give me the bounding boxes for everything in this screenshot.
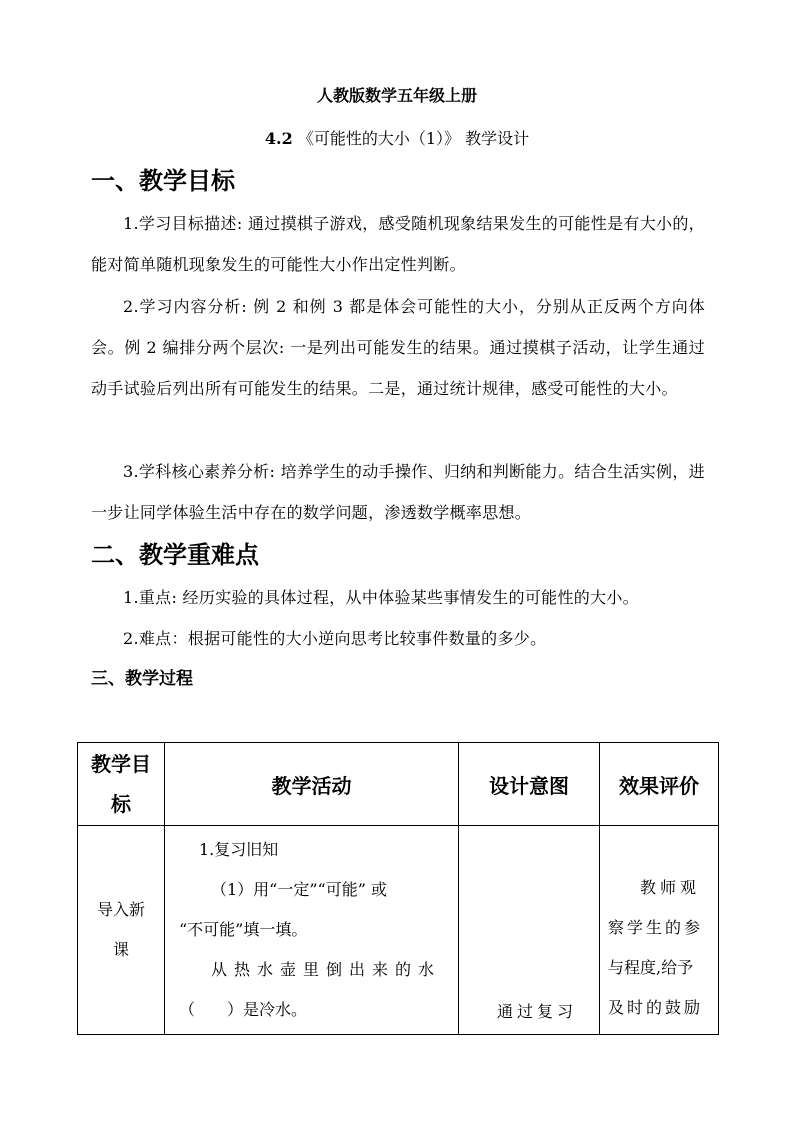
- lesson-title-text: 《可能性的大小（1）》 教学设计: [297, 129, 530, 148]
- row-activity: [165, 826, 459, 1035]
- table-row: [78, 826, 719, 1035]
- key-point-paragraph: 1.重点: 经历实验的具体过程，从中体验某些事情发生的可能性的大小。: [123, 588, 639, 607]
- row-goal: [78, 826, 165, 1035]
- header-goal-line2: 标: [111, 792, 131, 816]
- row-goal-line2: 课: [112, 940, 129, 959]
- lesson-title: [0, 129, 794, 149]
- header-design: 设计意图: [459, 743, 600, 826]
- row-evaluation: [600, 826, 719, 1035]
- evaluation-line: 及时的鼓励: [608, 998, 704, 1017]
- lesson-number: 4.2: [264, 129, 293, 148]
- table-header-row: [78, 743, 719, 826]
- objectives-paragraph-2: 2.学习内容分析: 例 2 和例 3 都是体会可能性的大小，分别从正反两个方向体会。例 2 编排分两个层次: 一是列出可能发生的结果。通过摸棋子活动，让学生通过动手试验后列出所有可能发生的结果。二是，通过统计规律，感受可能性的大小。: [91, 297, 705, 398]
- section-heading-objectives: 一、教学目标: [91, 167, 235, 195]
- header-goal-line1: 教学目: [91, 752, 151, 776]
- section-heading-process: 三、教学过程: [91, 669, 193, 689]
- section-heading-key-points: 二、教学重难点: [91, 541, 259, 569]
- row-design: 通过复习: [459, 826, 600, 1035]
- header-evaluation: 效果评价: [600, 743, 719, 826]
- header-activity: 教学活动: [165, 743, 459, 826]
- teaching-process-table: [77, 742, 719, 1035]
- header-goal: [78, 743, 165, 826]
- objectives-paragraph-3: 3.学科核心素养分析: 培养学生的动手操作、归纳和判断能力。结合生活实例，进一步让同学体验生活中存在的数学问题，渗透数学概率思想。: [91, 462, 705, 522]
- activity-line: 1.复习旧知: [199, 840, 279, 859]
- evaluation-line: 教师观: [640, 878, 701, 897]
- evaluation-line: 与程度,给予: [608, 958, 694, 977]
- difficulty-paragraph: 2.难点：根据可能性的大小逆向思考比较事件数量的多少。: [123, 629, 547, 648]
- objectives-paragraph-1: 1.学习目标描述: 通过摸棋子游戏，感受随机现象结果发生的可能性是有大小的，能对简单随机现象发生的可能性大小作出定性判断。: [91, 214, 705, 274]
- evaluation-line: 察学生的参: [608, 918, 704, 937]
- activity-line: （ ）是冷水。: [179, 1000, 308, 1019]
- book-title: 人教版数学五年级上册: [316, 86, 477, 105]
- activity-line: 从热水壶里倒出来的水: [211, 960, 442, 979]
- activity-line: （1）用“一定”“可能” 或: [211, 880, 387, 899]
- row-goal-line1: 导入新: [96, 900, 145, 919]
- activity-line: “不可能”填一填。: [179, 920, 308, 939]
